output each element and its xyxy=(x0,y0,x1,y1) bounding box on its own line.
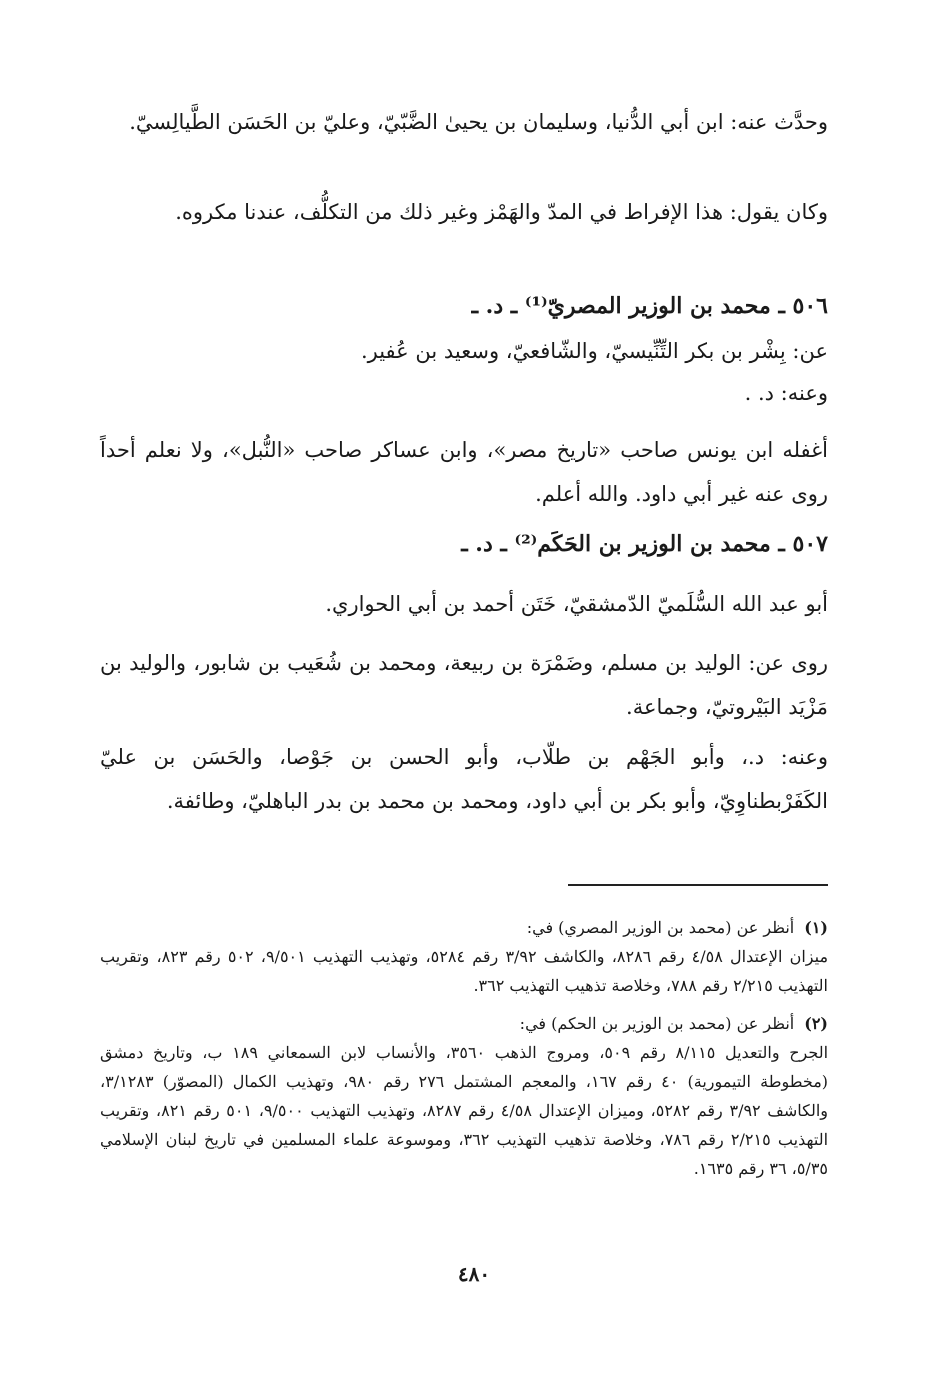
entry-507-heading: ٥٠٧ ـ محمد بن الوزير بن الحَكَم⁽²⁾ ـ د. ـ xyxy=(461,531,828,557)
paragraph-narrated-by: وعنه: د.، وأبو الجَهْم بن طلّاب، وأبو الحسن بن جَوْصا، والحَسَن بن عليّ الكَفَرْبطناوِيّ، وأبو بكر بن أبي داود، ومحمد بن محمد بن بدر الباهليّ، وطائفة. xyxy=(100,745,828,813)
footnote-1-body: ميزان الإعتدال ٤/٥٨ رقم ٨٢٨٦، والكاشف ٣/٩٢ رقم ٥٢٨٤، وتهذيب التهذيب ٩/٥٠١، ٥٠٢ رقم ٨٢٣، وتقريب التهذيب ٢/٢١٥ رقم ٧٨٨، وخلاصة تذهيب التهذيب ٣٦٢. xyxy=(100,947,829,995)
footnote-1-lead: أنظر عن (محمد بن الوزير المصري) في: xyxy=(526,918,795,937)
paragraph-he-used-to-say: وكان يقول: هذا الإفراط في المدّ والهَمْز وغير ذلك من التكلُّف، عندنا مكروه. xyxy=(175,200,828,224)
paragraph-omitted-by-ibn-yunus: أغفله ابن يونس صاحب «تاريخ مصر»، وابن عساكر صاحب «النُّبل»، ولا نعلم أحداً روى عنه غير أبي داود. والله أعلم. xyxy=(100,438,828,506)
footnote-2 xyxy=(100,1009,828,1183)
footnote-2-number: (٢) xyxy=(804,1014,828,1033)
page-number: ٤٨٠ xyxy=(457,1262,491,1286)
footnote-2-lead: أنظر عن (محمد بن الوزير بن الحكم) في: xyxy=(519,1014,795,1033)
entry-506-heading: ٥٠٦ ـ محمد بن الوزير المصريّ⁽¹⁾ ـ د. ـ xyxy=(471,293,828,319)
footnote-separator xyxy=(568,884,828,886)
entry-507-kunya: أبو عبد الله السُّلَميّ الدّمشقيّ، خَتَن أحمد بن أبي الحواري. xyxy=(325,592,828,616)
entry-506-from: عن: بِشْر بن بكر التِّنِّيسيّ، والشّافعيّ، وسعيد بن عُفير. xyxy=(360,339,828,363)
footnote-1 xyxy=(100,913,828,1000)
paragraph-narrated-from: روى عن: الوليد بن مسلم، وضَمْرَة بن ربيعة، ومحمد بن شُعَيب بن شابور، والوليد بن مَزْيَد البَيْروتيّ، وجماعة. xyxy=(100,651,828,719)
footnote-2-body: الجرح والتعديل ٨/١١٥ رقم ٥٠٩، ومروج الذهب ٣٥٦٠، والأنساب لابن السمعاني ١٨٩ ب، وتاريخ دمشق (مخطوطة التيمورية) ٤٠ رقم ١٦٧، والمعجم المشتمل ٢٧٦ رقم ٩٨٠، وتهذيب الكمال (المصوّر) ٣/١٢٨٣، والكاشف ٣/٩٢ رقم ٥٢٨٢، وميزان الإعتدال ٤/٥٨ رقم ٨٢٨٧، وتهذيب التهذيب ٩/٥٠٠، ٥٠١ رقم ٨٢١، وتقريب التهذيب ٢/٢١٥ رقم ٧٨٦، وخلاصة تذهيب التهذيب ٣٦٢، وموسوعة علماء المسلمين في تاريخ لبنان الإسلامي ٥/٣٥، ٣٦ رقم ١٦٣٥. xyxy=(100,1043,829,1178)
footnote-1-lead-line xyxy=(100,913,828,942)
paragraph-narrated-from-him: وحدَّث عنه: ابن أبي الدُّنيا، وسليمان بن يحيىٰ الضَّبّيّ، وعليّ بن الحَسَن الطَّيالِسيّ. xyxy=(129,110,828,134)
footnote-2-lead-line xyxy=(100,1009,828,1038)
entry-506-by: وعنه: د. . xyxy=(744,381,828,405)
footnote-1-number: (١) xyxy=(804,918,828,937)
